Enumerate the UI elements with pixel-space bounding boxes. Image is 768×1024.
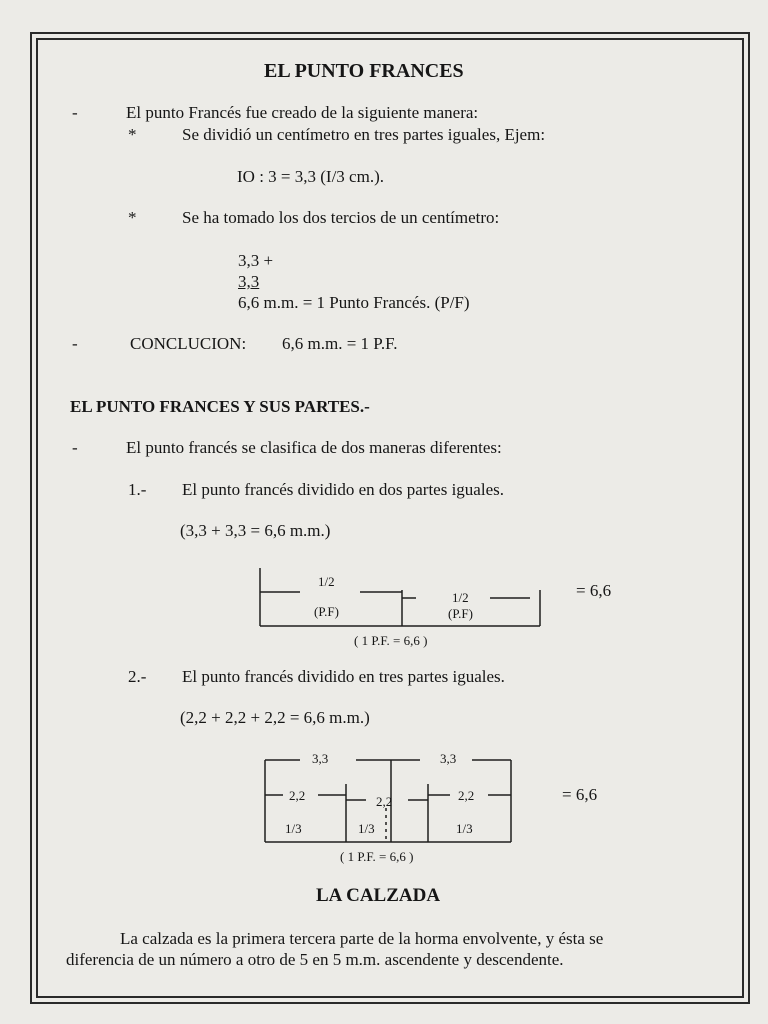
third-label-2: 1/3 [358, 821, 375, 836]
pf-label-1: (P.F) [314, 604, 339, 619]
third-upper-label-2: 3,3 [440, 751, 457, 766]
sum-result: 6,6 m.m. = 1 Punto Francés. (P/F) [238, 293, 470, 312]
conclusion-label: CONCLUCION: [130, 334, 247, 353]
section-heading-calzada: LA CALZADA [316, 885, 441, 906]
intro-line-3: Se ha tomado los dos tercios de un centímetro: [182, 208, 500, 227]
diagram-2-caption: ( 1 P.F. = 6,6 ) [340, 849, 414, 864]
third-mid-label-1: 2,2 [289, 788, 306, 803]
intro-line-2: Se dividió un centímetro en tres partes iguales, Ejem: [182, 125, 546, 144]
page-title: EL PUNTO FRANCES [264, 60, 464, 82]
bullet-dash: - [72, 334, 78, 353]
diagram-2-total: = 6,6 [562, 785, 598, 804]
calzada-para-line-1: La calzada es la primera tercera parte de la horma envolvente, y ésta se [120, 929, 604, 948]
third-mid-label-2: 2,2 [376, 794, 393, 809]
item-text-1: El punto francés dividido en dos partes iguales. [182, 480, 504, 499]
third-label-3: 1/3 [456, 821, 473, 836]
half-label-2: 1/2 [452, 590, 469, 605]
sum-term-1: 3,3 + [238, 251, 274, 270]
item-number-1: 1.- [128, 480, 147, 499]
classification-line: El punto francés se clasifica de dos maneras diferentes: [126, 438, 502, 457]
conclusion-value: 6,6 m.m. = 1 P.F. [282, 334, 398, 353]
item-number-2: 2.- [128, 667, 147, 686]
pf-label-2: (P.F) [448, 606, 473, 621]
bullet-dash: - [72, 103, 78, 122]
intro-line-1: El punto Francés fue creado de la siguiente manera: [126, 103, 479, 122]
bullet-star: * [128, 208, 137, 227]
third-upper-label-1: 3,3 [312, 751, 329, 766]
calzada-para-line-2: diferencia de un número a otro de 5 en 5 m.m. ascendente y descendente. [66, 950, 564, 969]
section-heading-partes: EL PUNTO FRANCES Y SUS PARTES.- [70, 397, 370, 416]
formula-1: (3,3 + 3,3 = 6,6 m.m.) [180, 521, 331, 540]
equation: IO : 3 = 3,3 (I/3 cm.). [237, 167, 384, 186]
diagram-1-total: = 6,6 [576, 581, 612, 600]
half-label-1: 1/2 [318, 574, 335, 589]
item-text-2: El punto francés dividido en tres partes iguales. [182, 667, 505, 686]
third-label-1: 1/3 [285, 821, 302, 836]
formula-2: (2,2 + 2,2 + 2,2 = 6,6 m.m.) [180, 708, 370, 727]
third-mid-label-3: 2,2 [458, 788, 475, 803]
bullet-dash: - [72, 438, 78, 457]
diagram-1-caption: ( 1 P.F. = 6,6 ) [354, 633, 428, 648]
bullet-star: * [128, 125, 137, 144]
sum-term-2: 3,3 [238, 272, 260, 291]
